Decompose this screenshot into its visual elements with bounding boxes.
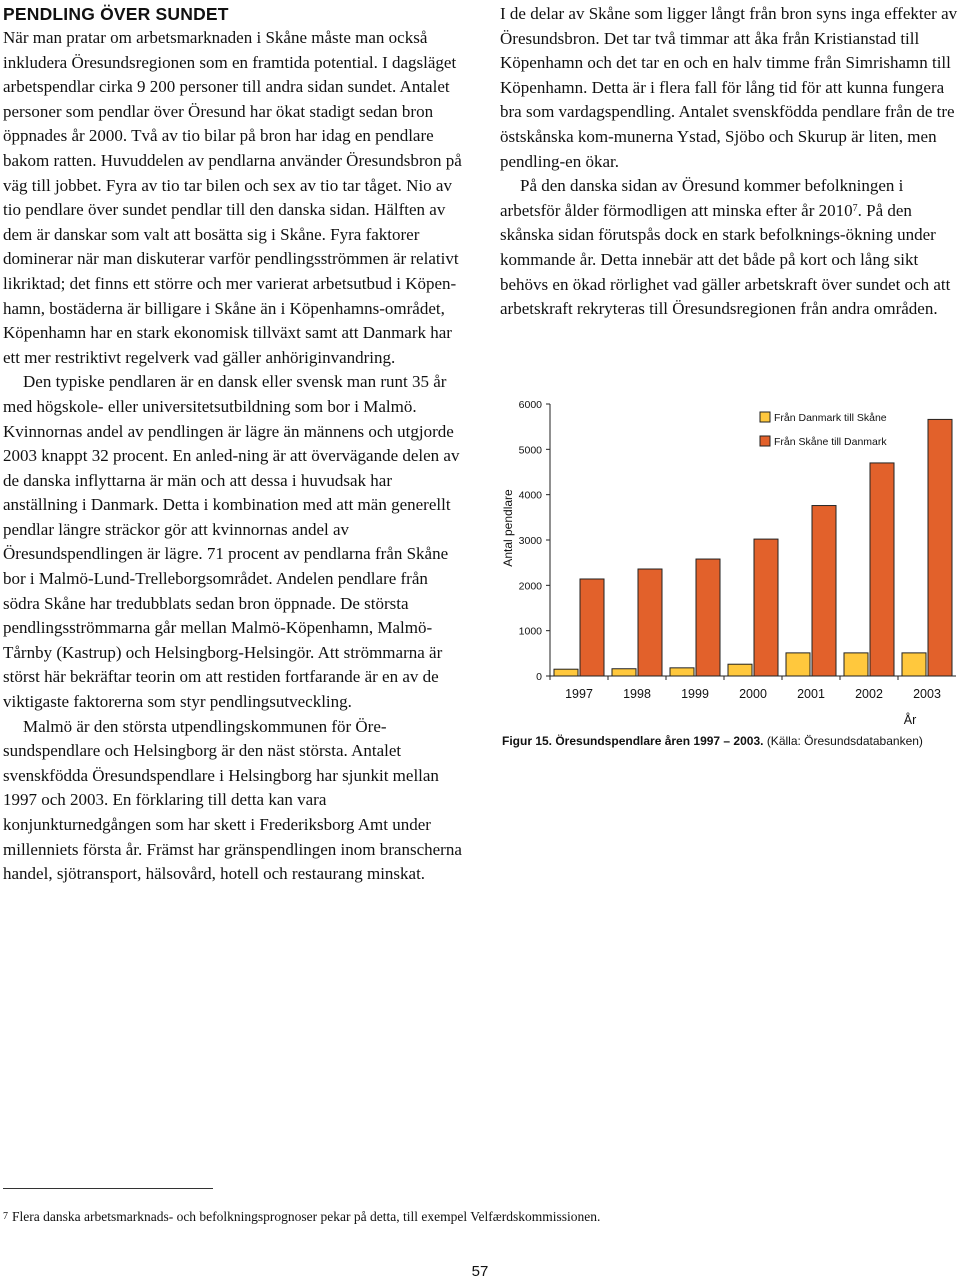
left-column: [3, 0, 465, 887]
bar-skane-to-dk-1998: [638, 569, 662, 676]
x-tick-label: 1998: [623, 687, 651, 701]
x-tick-label: 1997: [565, 687, 593, 701]
bar-skane-to-dk-2003: [928, 419, 952, 676]
y-axis-label: Antal pendlare: [501, 489, 515, 567]
figure-caption: [502, 733, 960, 749]
x-axis-label: År: [903, 713, 917, 727]
right-column: [500, 0, 960, 322]
y-tick-label: 2000: [518, 580, 542, 593]
bar-dk-to-skane-1997: [554, 669, 578, 676]
commuters-bar-chart: [496, 388, 960, 728]
bar-dk-to-skane-2003: [902, 653, 926, 676]
bar-dk-to-skane-2000: [728, 664, 752, 676]
x-tick-label: 2002: [855, 687, 883, 701]
bar-dk-to-skane-1999: [670, 668, 694, 676]
x-tick-label: 2001: [797, 687, 825, 701]
x-tick-label: 2003: [913, 687, 941, 701]
y-tick-label: 3000: [518, 535, 542, 547]
bar-dk-to-skane-2001: [786, 653, 810, 676]
bar-skane-to-dk-1997: [580, 579, 604, 676]
bar-skane-to-dk-2002: [870, 463, 894, 676]
legend-label: Från Danmark till Skåne: [774, 412, 887, 424]
x-tick-label: 1999: [681, 687, 709, 701]
x-axis: [550, 676, 956, 701]
paragraph-text-before-footnote: På den danska sidan av Öresund kommer befolkningen i arbetsför ålder förmodligen att minska efter år 2010: [500, 176, 904, 220]
chart-legend: [760, 412, 887, 448]
y-tick-label: 0: [536, 671, 542, 683]
footnote-text: Flera danska arbetsmarknads- och befolkningsprognoser pekar på detta, till exempel Velfærdskommissionen.: [12, 1209, 601, 1224]
legend-label: Från Skåne till Danmark: [774, 436, 887, 448]
section-heading: PENDLING ÖVER SUNDET: [3, 4, 229, 24]
bar-skane-to-dk-2000: [754, 539, 778, 676]
paragraph-intro: När man pratar om arbetsmarknaden i Skåne måste man också inkludera Öresundsregionen som en framtida potential. I dagsläget arbetspendlar cirka 9 200 personer till andra sidan sundet. Antalet personer som pendlar över Öresund har ökat stadigt sedan bron öppnades år 2000. Två av tio bilar på bron har idag en pendlare bakom ratten. Huvuddelen av pendlarna använder Öresundsbron på väg till jobbet. Fyra av tio tar bilen och sex av tio tar tåget. Nio av tio pendlare över sundet pendlar till den danska sidan. Hälften av dem är danskar som valt att bosätta sig i Skåne. Fyra faktorer dominerar när man diskuterar varför pendlingsströmmen är relativt likriktad; det finns ett större och mer varierat arbetsutbud i Köpen-hamn, bostäderna är billigare i Skåne än i Köpenhamns-området, Köpenhamn har en stark ekonomisk tillväxt samt att Danmark har ett mer restriktivt regelverk vad gäller anhöriginvandring.: [3, 28, 462, 367]
footnote-marker: 7: [3, 1211, 8, 1222]
paragraph-typical-commuter: Den typiske pendlaren är en dansk eller svensk man runt 35 år med högskole- eller universitetsutbildning som bor i Malmö. Kvinnornas andel av pendlingen är lägre än männens och utgjorde 2003 knappt 32 procent. En anled-ning är att övervägande delen av de danska inflyttarna är män och att dessa i huvudsak har anställning i Danmark. Detta i kombination med att män generellt pendlar längre sträckor gör att kvinnornas andel av Öresundspendlingen är lägre. 71 procent av pendlarna från Skåne bor i Malmö-Lund-Trelleborgsområdet. Andelen pendlare från södra Skåne har tredubblats sedan bron öppnade. De största pendlingsströmmarna går mellan Malmö-Köpenhamn, Malmö-Tårnby (Kastrup) och Helsingborg-Helsingör. Att strömmarna är störst här bekräftar teorin om att restiden fortfarande är en av de viktigaste faktorerna som styr pendlingsutveckling.: [3, 372, 460, 712]
y-axis: [519, 399, 550, 683]
footnote-divider: [3, 1188, 213, 1189]
y-tick-label: 1000: [518, 625, 542, 638]
paragraph-east-skane: I de delar av Skåne som ligger långt från bron syns inga effekter av Öresundsbron. Det tar två timmar att åka från Kristianstad till Köpenhamn och det tar en och en halv timme från Simrishamn till Köpenhamn. Detta är i flera fall för lång tid för att kunna fungera bra som vardagspendling. Antalet svenskfödda pendlare från de tre östskånska kom-munerna Ystad, Sjöbo och Skurup är liten, men pendling-en ökar.: [500, 4, 958, 171]
bars: [554, 419, 952, 676]
paragraph-text-after-footnote: . På den skånska sidan förutspås dock en stark befolknings-ökning under kommande år. Detta innebär att det både på kort och lång sikt behövs en ökad rörlighet vad gäller arbetskraft över sundet och att arbetskraft rekryteras till Öresundsregionen från andra områden.: [500, 200, 951, 319]
x-tick-label: 2000: [739, 687, 767, 701]
footnote: [3, 1208, 943, 1226]
paragraph-danish-side: [500, 174, 960, 322]
footnote-reference[interactable]: 7: [852, 202, 858, 214]
figure-caption-source: (Källa: Öresundsdatabanken): [766, 734, 923, 748]
bar-skane-to-dk-1999: [696, 559, 720, 676]
paragraph-malmo: Malmö är den största utpendlingskommunen för Öre-sundspendlare och Helsingborg är den näst största. Antalet svenskfödda Öresundspendlare i Helsingborg har sjunkit mellan 1997 och 2003. En förklaring till detta kan vara konjunkturnedgången som har skett i Frederiksborg Amt under millenniets första år. Främst har gränspendlingen inom branscherna handel, sjötransport, hälsovård, hotell och restaurang minskat.: [3, 716, 462, 884]
bar-dk-to-skane-1998: [612, 669, 636, 676]
page-number: 57: [471, 1263, 489, 1280]
figure-caption-label: Figur 15. Öresundspendlare åren 1997 – 2003.: [502, 734, 764, 748]
y-tick-label: 5000: [518, 444, 542, 457]
legend-swatch: [760, 436, 770, 446]
bar-skane-to-dk-2001: [812, 506, 836, 676]
legend-swatch: [760, 412, 770, 422]
y-tick-label: 4000: [518, 489, 542, 502]
y-tick-label: 6000: [518, 399, 542, 411]
bar-dk-to-skane-2002: [844, 653, 868, 676]
